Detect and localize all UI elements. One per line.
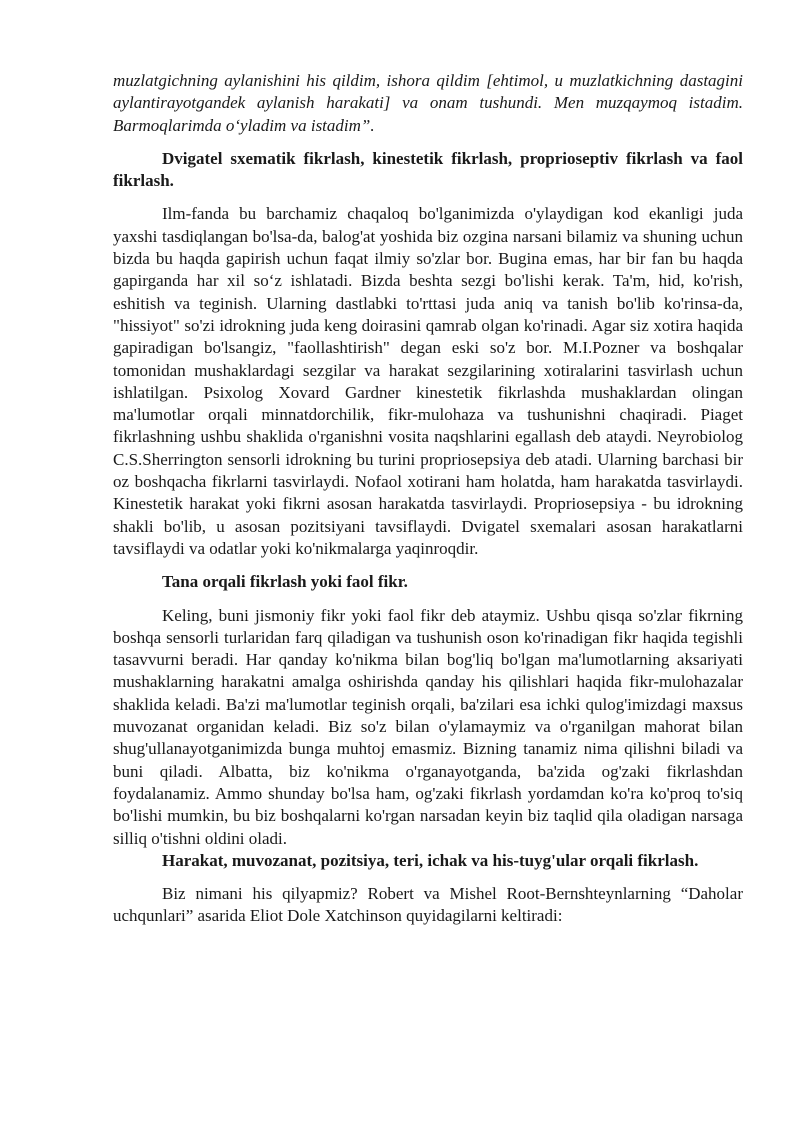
section-heading-body-thinking: Tana orqali fikrlash yoki faol fikr. xyxy=(162,572,408,592)
section-heading-motor-schematic: Dvigatel sxematik fikrlash, kinestetik fikrlash, proprioseptiv fikrlash va faol fikrlash. xyxy=(113,148,743,191)
paragraph-what-we-feel: Biz nimani his qilyapmiz? Robert va Mishel Root-Bernshteynlarning “Daholar uchqunlari” asarida Eliot Dole Xatchinson quyidagilarni keltiradi: xyxy=(113,884,743,926)
paragraph-science-senses: Ilm-fanda bu barchamiz chaqaloq bo'lganimizda o'ylaydigan kod ekanligi juda yaxshi tasdiqlangan bo'lsa-da, balog'at yoshida biz ozgina narsani bilamiz va shuning uchun bizda bu haqda gapirish uchun faqat ilmiy so'zlar bor. Bugina emas, har bir fan bu haqda gapirganda har xil so‘z ishlatadi. Bizda beshta sezgi bo'lishi kerak. Ta'm, hid, ko'rish, eshitish va teginish. Ularning dastlabki to'rttasi juda aniq va tanish bo'lib ko'rinsa-da, "hissiyot" so'zi idrokning juda keng doirasini qamrab olgan ko'rinadi. Agar siz xotira haqida gapiradigan bo'lsangiz, "faollashtirish" degan eski so'z bor. M.I.Pozner va boshqalar tomonidan mushaklardagi sezgilar va harakat sezgilarining xotiralarini tasvirlash uchun ishlatilgan. Psixolog Xovard Gardner kinestetik fikrlashda mushaklardan olingan ma'lumotlar orqali minnatdorchilik, fikr-mulohaza va tushunishni chaqiradi. Piaget fikrlashning ushbu shaklida o'rganishni vosita naqshlarini egallash deb ataydi. Neyrobiolog C.S.Sherrington sensorli idrokning bu turini propriosepsiya deb atadi. Ularning barchasi bir oz boshqacha fikrlarni tasvirlaydi. Nofaol xotirani ham holatda, ham harakatda tasvirlaydi. Kinestetik harakat yoki fikrni asosan harakatda tasvirlaydi. Propriosepsiya - bu idrokning shakli bo'lib, u asosan pozitsiyani tavsiflaydi. Dvigatel sxemalari asosan harakatlarni tavsiflaydi va odatlar yoki ko'nikmalarga yaqinroqdir. xyxy=(113,204,743,558)
section-heading-movement-balance: Harakat, muvozanat, pozitsiya, teri, ichak va his-tuyg'ular orqali fikrlash. xyxy=(162,850,699,870)
quote-text: muzlatgichning aylanishini his qildim, ishora qildim [ehtimol, u muzlatkichning dastagini aylantirayotgandek aylanish harakati] va onam tushundi. Men muzqaymoq istadim. Barmoqlarimda o‘yladim va istadim”. xyxy=(113,71,743,135)
document-page xyxy=(113,70,743,939)
paragraph-physical-thought: Keling, buni jismoniy fikr yoki faol fikr deb ataymiz. Ushbu qisqa so'zlar fikrning boshqa sensorli turlaridan farq qiladigan va tushunish oson ko'rinadigan fikr haqida tegishli tasavvurni beradi. Har qanday ko'nikma bilan bog'liq bo'lgan ma'lumotlarning aksariyati mushaklarning harakatni amalga oshirishda qanday his qilishlari haqida fikr-mulohazalar shaklida keladi. Ba'zi ma'lumotlar teginish orqali, ba'zilari esa ichki qulog'imizdagi maxsus muvozanat organidan keladi. Biz so'z bilan o'ylamaymiz va o'rganilgan mahorat bilan shug'ullanayotganimizda bunga muhtoj emasmiz. Bizning tanamiz nima qilishni biladi va buni qiladi. Albatta, biz ko'nikma o'rganayotganda, ba'zida og'zaki fikrlashdan foydalanamiz. Ammo shunday bo'lsa ham, og'zaki fikrlash yordamdan ko'ra ko'proq to'siq bo'lishi mumkin, bu biz boshqalarni ko'rgan narsadan keyin biz taqlid qila oladigan narsaga silliq o'tishni oldini oladi. xyxy=(113,605,743,848)
